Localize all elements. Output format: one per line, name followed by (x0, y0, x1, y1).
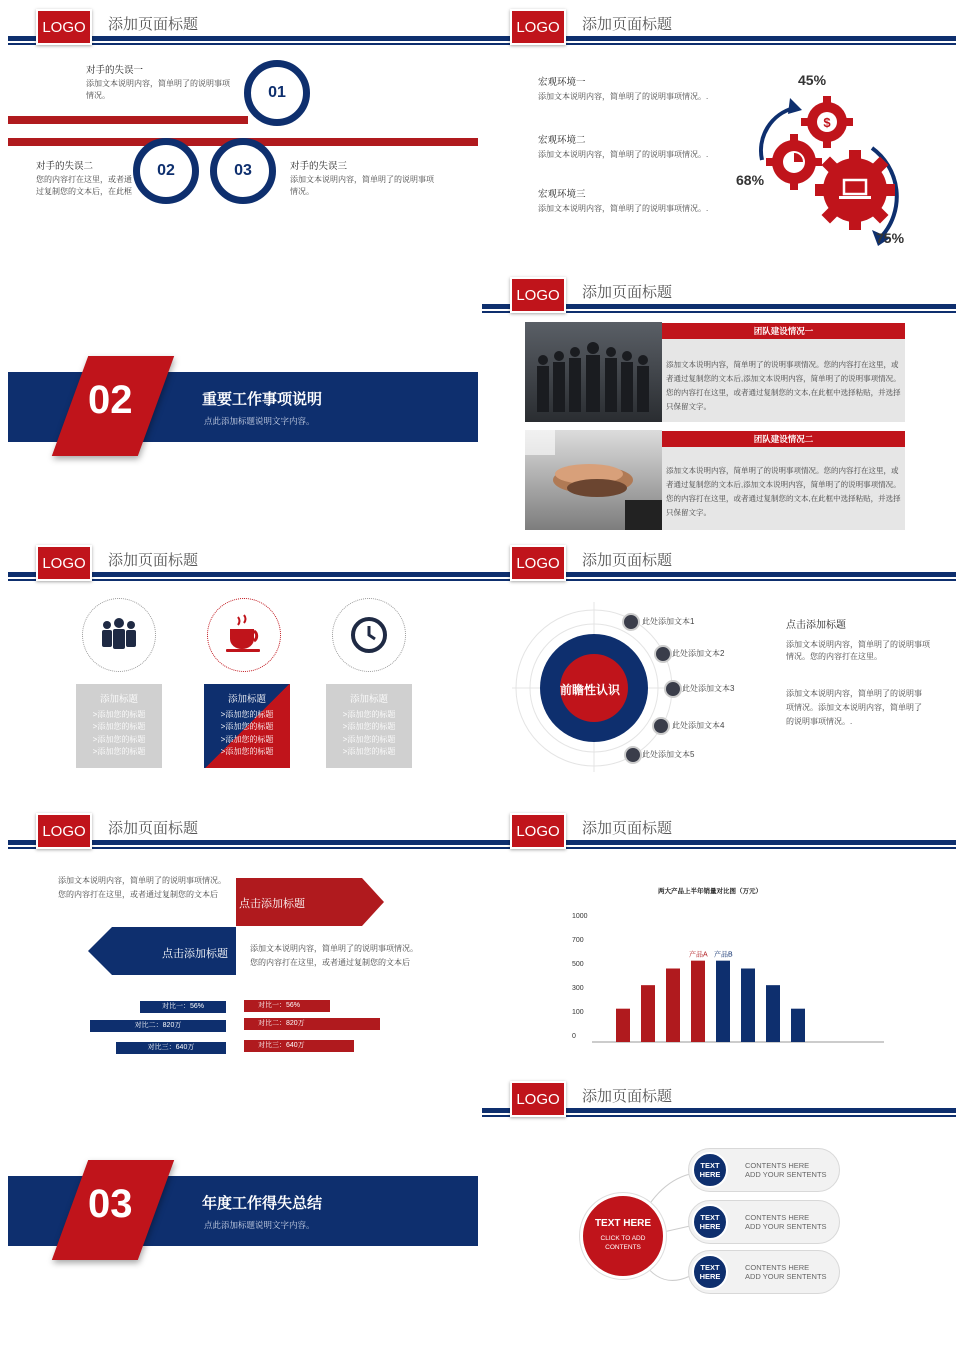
series-label: 产品B (714, 951, 733, 959)
env-1-desc: 添加文本说明内容，简单明了的说明事项情况。. (538, 92, 709, 101)
content-pill-2 (688, 1200, 840, 1244)
env-3-desc: 添加文本说明内容，简单明了的说明事项情况。. (538, 204, 709, 213)
compare-right-2: 对比二：820万 (244, 1018, 380, 1030)
slide-6 (482, 536, 956, 804)
section-subtitle: 点此添加标题说明文字内容。 (204, 1220, 315, 1230)
slide-3 (8, 268, 482, 536)
compare-left-2: 对比二：820万 (90, 1020, 226, 1032)
box-2-line: >添加您的标题 (220, 734, 274, 744)
box-3-line: >添加您的标题 (342, 734, 396, 744)
logo: LOGO (510, 1081, 566, 1117)
side-title: 点击添加标题 (786, 620, 846, 631)
compare-right-1: 对比一：56% (244, 1000, 330, 1012)
circle-02: 02 (133, 138, 199, 204)
box-3-line: >添加您的标题 (342, 747, 396, 756)
y-tick-label: 700 (572, 937, 584, 944)
center-circle (580, 1193, 666, 1279)
section-number: 02 (88, 378, 133, 422)
page-title: 添加页面标题 (582, 552, 673, 569)
box-2 (204, 684, 290, 768)
slide-7 (8, 804, 482, 1072)
box-2-title: 添加标题 (227, 694, 266, 705)
pill-3-line-2: ADD YOUR SENTENTS (745, 1272, 827, 1281)
bar-a (691, 961, 705, 1042)
page-title: 添加页面标题 (108, 552, 199, 569)
svg-text:$: $ (823, 115, 831, 130)
section-number: 03 (88, 1182, 133, 1226)
pill-3-line-1: CONTENTS HERE (745, 1263, 810, 1272)
box-3 (326, 684, 412, 768)
pie-chart-gear-icon (766, 134, 822, 190)
bar-b (716, 961, 730, 1042)
pill-1-line-2: ADD YOUR SENTENTS (745, 1170, 827, 1179)
arrow-desc: 添加文本说明内容，简单明了的说明事项情况。您的内容打在这里，或者通过复制您的文本后 (250, 944, 418, 967)
box-3-title: 添加标题 (349, 694, 388, 705)
box-1-line: >添加您的标题 (92, 734, 146, 744)
box-3-line: >添加您的标题 (342, 709, 396, 719)
pill-1-dot: TEXT HERE (692, 1152, 728, 1188)
center-label: 前瞻性认识 (560, 683, 621, 697)
percent-75: 75% (876, 230, 905, 246)
pill-2-line-2: ADD YOUR SENTENTS (745, 1222, 827, 1231)
bar-b (791, 1009, 805, 1042)
item-1-title: 对手的失误一 (86, 65, 144, 76)
box-3-line: >添加您的标题 (342, 722, 396, 731)
page-title: 添加页面标题 (582, 820, 673, 837)
point-5-label: 此处添加文本5 (642, 750, 695, 759)
center-title: TEXT HERE (594, 1218, 652, 1229)
box-2-line: >添加您的标题 (220, 722, 274, 731)
compare-right-3: 对比三：640万 (244, 1040, 354, 1052)
compare-left-1: 对比一：56% (140, 1001, 226, 1013)
hands-photo (525, 430, 662, 530)
logo: LOGO (510, 9, 566, 45)
bar-b (741, 969, 755, 1043)
point-2-label: 此处添加文本2 (672, 649, 725, 658)
logo: LOGO (36, 545, 92, 581)
clock-icon (332, 598, 406, 672)
y-tick-label: 300 (572, 985, 584, 992)
pill-2-line-1: CONTENTS HERE (745, 1213, 810, 1222)
env-3-title: 宏观环境三 (538, 189, 586, 200)
point-5-marker (624, 746, 642, 764)
point-1-label: 此处添加文本1 (642, 617, 695, 626)
bar-chart (572, 904, 892, 1054)
page-title: 添加页面标题 (108, 820, 199, 837)
card-2-title: 团队建设情况二 (662, 431, 905, 447)
item-2-title: 对手的失误二 (36, 161, 94, 172)
bar-a (641, 985, 655, 1042)
pill-1-line-1: CONTENTS HERE (745, 1161, 810, 1170)
box-1 (76, 684, 162, 768)
page-title: 添加页面标题 (582, 16, 673, 33)
pill-3-dot: TEXT HERE (692, 1254, 728, 1290)
slide-10 (482, 1072, 956, 1340)
slide-5 (8, 536, 482, 804)
red-arrow-label: 点击添加标题 (239, 898, 305, 910)
gears-graphic (732, 60, 952, 260)
slide-9 (8, 1072, 482, 1340)
point-1-marker (622, 613, 640, 631)
money-gear-icon (801, 96, 853, 148)
box-1-title: 添加标题 (99, 694, 138, 705)
y-tick-label: 0 (572, 1033, 576, 1040)
box-1-line: >添加您的标题 (92, 709, 146, 719)
slide-1 (8, 0, 482, 268)
point-3-label: 此处添加文本3 (682, 684, 735, 693)
card-1-desc: 添加文本说明内容，简单明了的说明事项情况。您的内容打在这里，或者通过复制您的文本后,添加文本说明内容，简单明了的说明事项情况。您的内容打在这里，或者通过复制您的文本,在此框中选择粘贴，并选择只保留文字。 (666, 360, 901, 411)
point-4-marker (652, 717, 670, 735)
item-3-title: 对手的失误三 (290, 161, 348, 172)
env-2-desc: 添加文本说明内容，简单明了的说明事项情况。. (538, 150, 709, 159)
box-1-line: >添加您的标题 (92, 722, 146, 731)
bar-b (766, 985, 780, 1042)
pill-2-dot: TEXT HERE (692, 1204, 728, 1240)
section-title: 年度工作得失总结 (202, 1195, 323, 1212)
center-sub: CLICK TO ADD CONTENTS (600, 1235, 646, 1251)
coffee-cup-icon (207, 598, 281, 672)
side-para-2: 添加文本说明内容，简单明了的说明事项情况。添加文本说明内容，简单明了的说明事项情况。. (786, 689, 922, 726)
percent-68: 68% (736, 172, 765, 188)
card-2-desc: 添加文本说明内容，简单明了的说明事项情况。您的内容打在这里，或者通过复制您的文本后,添加文本说明内容，简单明了的说明事项情况。您的内容打在这里，或者通过复制您的文本,在此框中选择粘贴，并选择只保留文字。 (666, 466, 901, 517)
content-pill-3 (688, 1250, 840, 1294)
chart-title: 两大产品上半年销量对比图（万元） (658, 888, 762, 895)
item-2-desc: 您的内容打在这里，或者通过复制您的文本后，在此框 (36, 175, 132, 196)
point-4-label: 此处添加文本4 (672, 721, 725, 730)
blue-arrow-label: 点击添加标题 (162, 948, 228, 960)
box-2-line: >添加您的标题 (220, 709, 274, 719)
circle-03: 03 (210, 138, 276, 204)
slide-8 (482, 804, 956, 1072)
item-1-desc: 添加文本说明内容，简单明了的说明事项情况。 (86, 79, 230, 100)
item-3-desc: 添加文本说明内容，简单明了的说明事项情况。 (290, 175, 434, 196)
red-line-1 (8, 116, 248, 124)
section-subtitle: 点此添加标题说明文字内容。 (204, 416, 315, 426)
logo: LOGO (36, 9, 92, 45)
point-2-marker (654, 645, 672, 663)
logo: LOGO (510, 277, 566, 313)
content-pill-1 (688, 1148, 840, 1192)
box-1-line: >添加您的标题 (92, 747, 146, 756)
point-3-marker (664, 680, 682, 698)
circle-01: 01 (244, 60, 310, 126)
compare-left-3: 对比三：640万 (116, 1042, 226, 1054)
card-1-title: 团队建设情况一 (662, 323, 905, 339)
laptop-gear-icon (815, 150, 895, 230)
logo: LOGO (510, 813, 566, 849)
percent-45: 45% (798, 72, 827, 88)
section-title: 重要工作事项说明 (202, 391, 323, 408)
series-label: 产品A (689, 951, 708, 959)
env-2-title: 宏观环境二 (538, 135, 586, 146)
team-photo (525, 322, 662, 422)
page-title: 添加页面标题 (582, 1088, 673, 1105)
intro-text: 添加文本说明内容，简单明了的说明事项情况。您的内容打在这里，或者通过复制您的文本后 (58, 876, 226, 899)
y-tick-label: 500 (572, 961, 584, 968)
bar-a (616, 1009, 630, 1042)
y-tick-label: 1000 (572, 913, 588, 920)
logo: LOGO (36, 813, 92, 849)
env-1-title: 宏观环境一 (538, 77, 586, 88)
y-tick-label: 100 (572, 1009, 584, 1016)
team-icon (82, 598, 156, 672)
side-para-1: 添加文本说明内容，简单明了的说明事项情况。您的内容打在这里。 (786, 640, 930, 661)
slide-2 (482, 0, 956, 268)
logo: LOGO (510, 545, 566, 581)
slide-4 (482, 268, 956, 536)
page-title: 添加页面标题 (108, 16, 199, 33)
box-2-line: >添加您的标题 (220, 747, 274, 756)
bar-a (666, 969, 680, 1043)
page-title: 添加页面标题 (582, 284, 673, 301)
